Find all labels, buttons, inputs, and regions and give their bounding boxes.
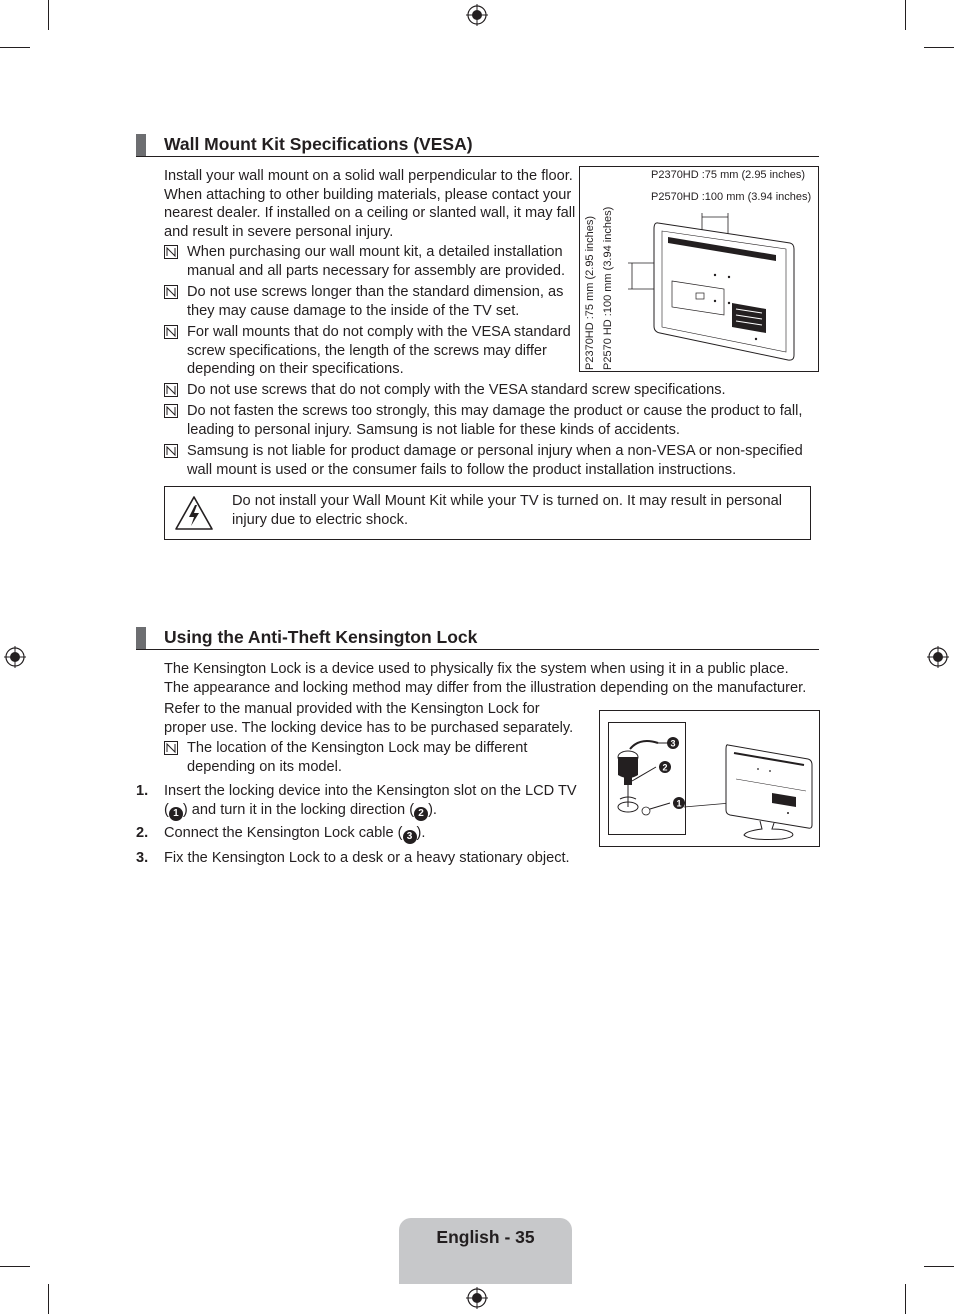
crop-mark [905, 1284, 906, 1314]
heading-bar [136, 134, 146, 156]
registration-mark-icon [466, 1287, 488, 1309]
text-line: The location of the Kensington Lock may be different [187, 740, 528, 756]
text-line: they may cause damage to the inside of the TV set. [187, 302, 520, 319]
tv-back-illustration [620, 205, 816, 369]
page-number: English - 35 [436, 1227, 535, 1247]
note-icon [164, 404, 178, 418]
step-text: Fix the Kensington Lock to a desk or a heavy stationary object. [164, 850, 570, 866]
note-icon [164, 325, 178, 339]
callout-1: 1 [676, 798, 682, 809]
crop-mark [924, 1266, 954, 1267]
horizontal-dimension-label: P2370HD :75 mm (2.95 inches) [651, 169, 806, 181]
text-line: manual and all parts necessary for assembly are provided. [187, 262, 566, 279]
note-icon [164, 383, 178, 397]
text-line: For wall mounts that do not comply with the VESA standard [187, 324, 571, 340]
callout-3-marker: 3 [403, 830, 417, 844]
text-line: screw specifications, the length of the screws may differ [187, 342, 547, 359]
kensington-refer [164, 700, 589, 737]
text-line: When attaching to other building materials, please contact your [164, 186, 572, 203]
text-line: Insert the locking device into the Kensington slot on the LCD TV [164, 783, 577, 799]
note-icon [164, 245, 178, 259]
text-line: Install your wall mount on a solid wall perpendicular to the floor. [164, 168, 573, 184]
crop-mark [0, 47, 30, 48]
callout-1-marker: 1 [169, 807, 183, 821]
text-fragment: ) and turn it in the locking direction ( [182, 801, 415, 818]
note-icon [164, 285, 178, 299]
callout-2-marker: 2 [414, 807, 428, 821]
section-heading-wall-mount [136, 134, 819, 157]
crop-mark [0, 1266, 30, 1267]
step-number: 3. [136, 850, 149, 866]
page-number-tab [399, 1218, 572, 1284]
text-line: wall mount is used or the consumer fails to follow the product installation instructions. [187, 461, 737, 478]
text-line: injury due to electric shock. [232, 511, 409, 528]
intro-paragraph [164, 167, 584, 241]
text-line: depending on its model. [187, 758, 342, 775]
callout-3: 3 [670, 738, 676, 749]
text-line: depending on their specifications. [187, 361, 404, 377]
registration-mark-icon [927, 646, 949, 668]
text-fragment: Connect the Kensington Lock cable ( [164, 825, 403, 841]
note-icon [164, 741, 178, 755]
section-heading-kensington [136, 627, 819, 650]
text-line: leading to personal injury. Samsung is not liable for these kinds of accidents. [187, 421, 680, 438]
heading-bar [136, 627, 146, 649]
text-line: and result in severe personal injury. [164, 223, 394, 240]
vesa-figure [579, 166, 819, 372]
step-number: 2. [136, 825, 149, 841]
section-title: Using the Anti-Theft Kensington Lock [164, 627, 478, 647]
step-number: 1. [136, 783, 149, 799]
registration-mark-icon [4, 646, 26, 668]
kensington-lock-illustration [610, 725, 816, 841]
text-line: Refer to the manual provided with the Kensington Lock for [164, 701, 540, 717]
vertical-dimension-label: P2370HD :75 mm (2.95 inches) [584, 215, 596, 370]
text-line: Samsung is not liable for product damage or personal injury when a non-VESA or non-specified [187, 443, 803, 459]
horizontal-dimension-label: P2570HD :100 mm (3.94 inches) [651, 191, 812, 203]
crop-mark [48, 0, 49, 30]
crop-mark [48, 1284, 49, 1314]
text-line: When purchasing our wall mount kit, a detailed installation [187, 244, 563, 260]
text-fragment: ( [164, 801, 169, 818]
kensington-figure [599, 710, 820, 847]
warning-text [232, 492, 802, 529]
vertical-dimension-label: P2570 HD :100 mm (3.94 inches) [602, 206, 614, 370]
kensington-intro [164, 660, 819, 697]
section-title: Wall Mount Kit Specifications (VESA) [164, 134, 473, 154]
electric-shock-warning-icon [174, 495, 214, 531]
text-line: Do not fasten the screws too strongly, this may damage the product or cause the product to fall, [187, 403, 803, 419]
text-fragment: ). [416, 825, 426, 841]
text-fragment: ). [428, 801, 437, 818]
text-line: nearest dealer. If installed on a ceiling or slanted wall, it may fall [164, 205, 576, 221]
text-line: Do not install your Wall Mount Kit while your TV is turned on. It may result in personal [232, 493, 782, 509]
text-line: proper use. The locking device has to be purchased separately. [164, 719, 574, 736]
text-line: Do not use screws longer than the standard dimension, as [187, 284, 564, 300]
text-line: The appearance and locking method may differ from the illustration depending on the manufacturer. [164, 679, 807, 696]
text-line: The Kensington Lock is a device used to physically fix the system when using it in a public place. [164, 661, 789, 677]
text-line [164, 801, 577, 821]
crop-mark [905, 0, 906, 30]
text-line: Do not use screws that do not comply with the VESA standard screw specifications. [187, 382, 726, 398]
registration-mark-icon [466, 4, 488, 26]
warning-box [164, 486, 811, 540]
crop-mark [924, 47, 954, 48]
callout-2: 2 [662, 762, 668, 773]
note-icon [164, 444, 178, 458]
